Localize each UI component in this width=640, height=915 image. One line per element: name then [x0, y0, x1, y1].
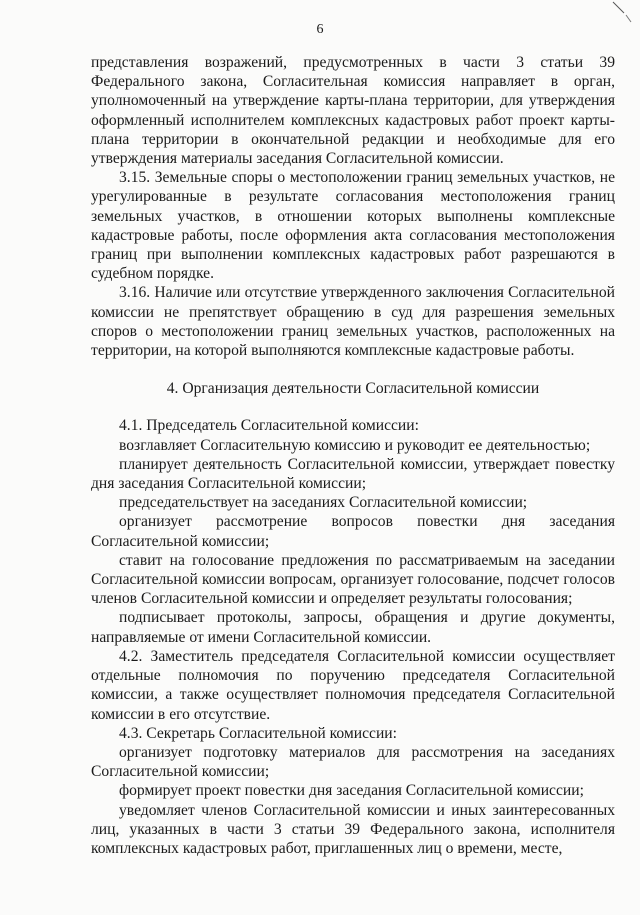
list-item-chairman-organizes: организует рассмотрение вопросов повестки дня заседания Согласительной комиссии; — [91, 513, 615, 550]
list-item-chairman-votes: ставит на голосование предложения по рассматриваемым на заседании Согласительной комиссии вопросам, организует голосование, подсчет голосов членов Согласительной комиссии и определяет результаты голосования; — [91, 551, 615, 608]
list-item-chairman-leads: возглавляет Согласительную комиссию и руководит ее деятельностью; — [119, 436, 591, 454]
paragraph-4-2: 4.2. Заместитель председателя Согласительной комиссии осуществляет отдельные полномочия по поручению председателя Согласительной комиссии, а также осуществляет полномочия председателя Согласительной комиссии в его отсутствие. — [91, 647, 615, 723]
paragraph-4-3: 4.3. Секретарь Согласительной комиссии: — [119, 724, 397, 742]
list-item-secretary-notifies: уведомляет членов Согласительной комиссии и иных заинтересованных лиц, указанных в части 3 статьи 39 Федерального закона, исполнителя комплексных кадастровых работ, приглашенных лиц о времени, месте, — [91, 801, 615, 857]
page-number: 6 — [316, 22, 324, 37]
list-item-secretary-agenda: формирует проект повестки дня заседания Согласительной комиссии; — [119, 782, 584, 800]
list-item-chairman-plans: планирует деятельность Согласительной комиссии, утверждает повестку дня заседания Согласительной комиссии; — [91, 455, 615, 493]
list-item-chairman-presides: председательствует на заседаниях Согласительной комиссии; — [119, 494, 528, 512]
list-item-secretary-prepares: организует подготовку материалов для рассмотрения на заседаниях Согласительной комиссии; — [91, 743, 615, 781]
paragraph-4-1: 4.1. Председатель Согласительной комиссии: — [119, 417, 419, 435]
paragraph-continuation: представления возражений, предусмотренных в части 3 статьи 39 Федерального закона, Согласительная комиссия направляет в орган, уполномоченный на утверждение карты-плана территории, для утверждения оформленный исполнителем комплексных кадастровых работ проект карты-плана территории в окончательной редакции и необходимые для его утверждения материалы заседания Согласительной комиссии. — [91, 54, 615, 168]
document-body — [91, 53, 615, 858]
list-item-chairman-signs: подписывает протоколы, запросы, обращения и другие документы, направляемые от имени Согласительной комиссии. — [91, 609, 615, 646]
section-heading: 4. Организация деятельности Согласительной комиссии — [166, 380, 540, 398]
paragraph-3-15: 3.15. Земельные споры о местоположении границ земельных участков, не урегулированные в результате согласования местоположения границ земельных участков, в отношении которых выполнены комплексные кадастровые работы, после оформления акта согласования местоположения границ при выполнении комплексных кадастровых работ разрешаются в судебном порядке. — [91, 169, 615, 283]
paragraph-3-16: 3.16. Наличие или отсутствие утвержденного заключения Согласительной комиссии не препятствует обращению в суд для разрешения земельных споров о местоположении границ земельных участков, расположенных на территории, на которой выполняются комплексные кадастровые работы. — [91, 284, 615, 360]
